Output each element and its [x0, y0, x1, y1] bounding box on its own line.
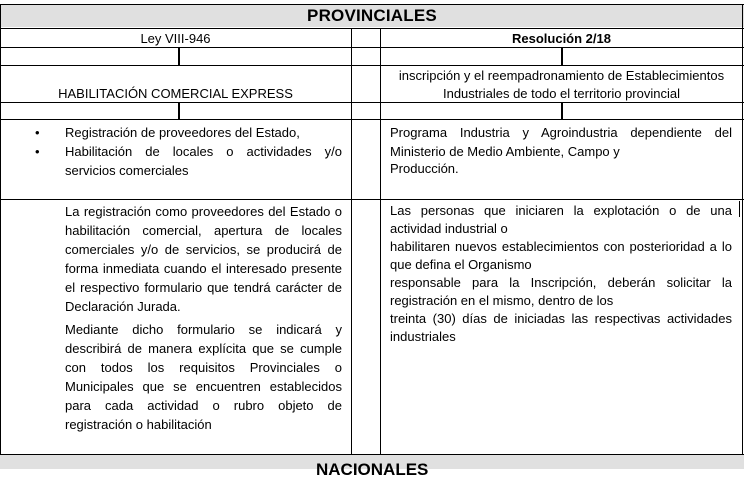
paragraph: treinta (30) días de iniciadas las respectivas actividades industriales [390, 311, 732, 344]
list-item: • Habilitación de locales o actividades y/o servicios comerciales [35, 144, 342, 178]
table-border-top [0, 4, 744, 5]
cell-detalle-left [65, 202, 342, 434]
cell-habilitacion-right-line2: Industriales de todo el territorio provincial [442, 86, 680, 101]
bullet-icon: • [35, 125, 40, 140]
next-section-title: NACIONALES [316, 460, 429, 479]
cell-detalle-right [390, 202, 732, 346]
bullet-list [33, 123, 342, 180]
paragraph: Las personas que iniciaren la explotación o de una actividad industrial o [390, 203, 732, 236]
cell-habilitacion-right-line1: inscripción y el reempadronamiento de Establecimientos [398, 68, 725, 83]
cell-alcance-left [33, 123, 342, 180]
cursor-marker [739, 201, 740, 217]
row-divider [0, 199, 744, 200]
row-divider [0, 119, 744, 120]
section-title-band [0, 5, 744, 27]
cell-habilitacion-left: HABILITACIÓN COMERCIAL EXPRESS [58, 86, 293, 101]
column-header-left: Ley VIII-946 [140, 31, 211, 46]
paragraph: habilitaren nuevos establecimientos con posterioridad a lo que defina el Organismo [390, 239, 732, 272]
paragraph: Mediante dicho formulario se indicará y describirá de manera explícita que se cumple con todos los requisitos Provinciales o Municipales que se encuentren establecidos para cada actividad o rubro objeto de registración o habilitación [65, 322, 342, 432]
next-section-band [0, 455, 744, 479]
table-border-left [0, 4, 1, 469]
row-marker [178, 48, 180, 65]
column-header-right: Resolución 2/18 [512, 31, 611, 46]
list-item: • Registración de proveedores del Estado, [35, 125, 300, 140]
cell-alcance-right: Programa Industria y Agroindustria dependiente del Ministerio de Medio Ambiente, Campo y [390, 125, 732, 159]
cell-alcance-right-2: Producción. [390, 161, 459, 176]
section-title: PROVINCIALES [307, 6, 437, 25]
paragraph: responsable para la Inscripción, deberán solicitar la registración en el mismo, dentro de los [390, 275, 732, 308]
row-marker [561, 48, 563, 65]
paragraph: La registración como proveedores del Estado o habilitación comercial, apertura de locales comerciales y/o de servicios, se producirá de forma inmediata cuando el interesado presente el respectivo formulario que tendrá carácter de Declaración Jurada. [65, 204, 342, 314]
table-border-right [742, 4, 743, 469]
row-marker [561, 103, 563, 119]
column-divider [351, 28, 352, 454]
bullet-icon: • [35, 144, 40, 159]
row-marker [178, 103, 180, 119]
